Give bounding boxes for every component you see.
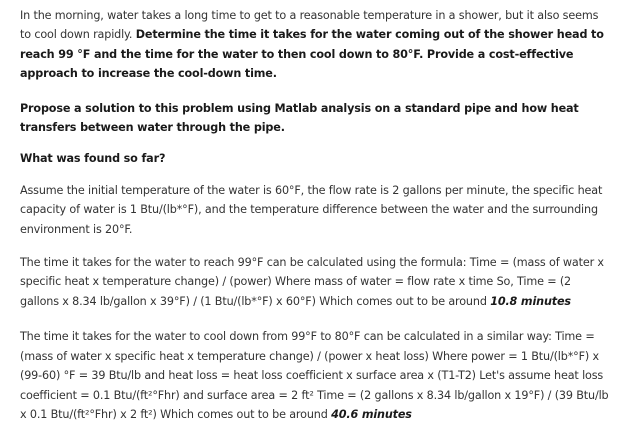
cooling-paragraph (20, 327, 610, 424)
intro-paragraph (20, 6, 610, 84)
cooling-result: 40.6 minutes (331, 407, 412, 421)
found-heading: What was found so far? (20, 152, 166, 166)
proposal-paragraph: Propose a solution to this problem using Matlab analysis on a standard pipe and how heat transfers between water through the pipe. (20, 101, 579, 135)
document-body (20, 6, 610, 424)
assumptions-paragraph: Assume the initial temperature of the water is 60°F, the flow rate is 2 gallons per minute, the specific heat capacity of water is 1 Btu/(lb*°F), and the temperature difference between the water and the surrounding environment is 20°F. (20, 183, 603, 236)
heating-paragraph (20, 253, 610, 311)
heating-result: 10.8 minutes (490, 294, 571, 308)
cooling-text: The time it takes for the water to cool down from 99°F to 80°F can be calculated in a similar way: Time = (mass of water x specific heat x temperature change) / (power x heat loss) Where power = 1 Btu/(lb*°F) x (99-60) °F = 39 Btu/lb and heat loss = heat loss coefficient x surface area x (T1-T2) Let's assume heat loss coefficient = 0.1 Btu/(ft²°Fhr) and surface area = 2 ft² Time = (2 gallons x 8.34 lb/gallon x 19°F) / (39 Btu/lb x 0.1 Btu/(ft²°Fhr) x 2 ft²) Which comes out to be around (20, 330, 609, 421)
intro-text: In the morning, water takes a long time to get to a reasonable temperature in a shower, but it also seems to cool down rapidly. (20, 9, 599, 42)
heating-text: The time it takes for the water to reach 99°F can be calculated using the formula: Time = (mass of water x specific heat x temperature change) / (power) Where mass of water = flow rate x time So, Time = (2 gallons x 8.34 lb/gallon x 39°F) / (1 Btu/(lb*°F) x 60°F) Which comes out to be around (20, 256, 604, 308)
intro-task: Determine the time it takes for the water coming out of the shower head to reach 99 °F and the time for the water to then cool down to 80°F. Provide a cost-effective approach to increase the cool-down time. (20, 28, 604, 81)
